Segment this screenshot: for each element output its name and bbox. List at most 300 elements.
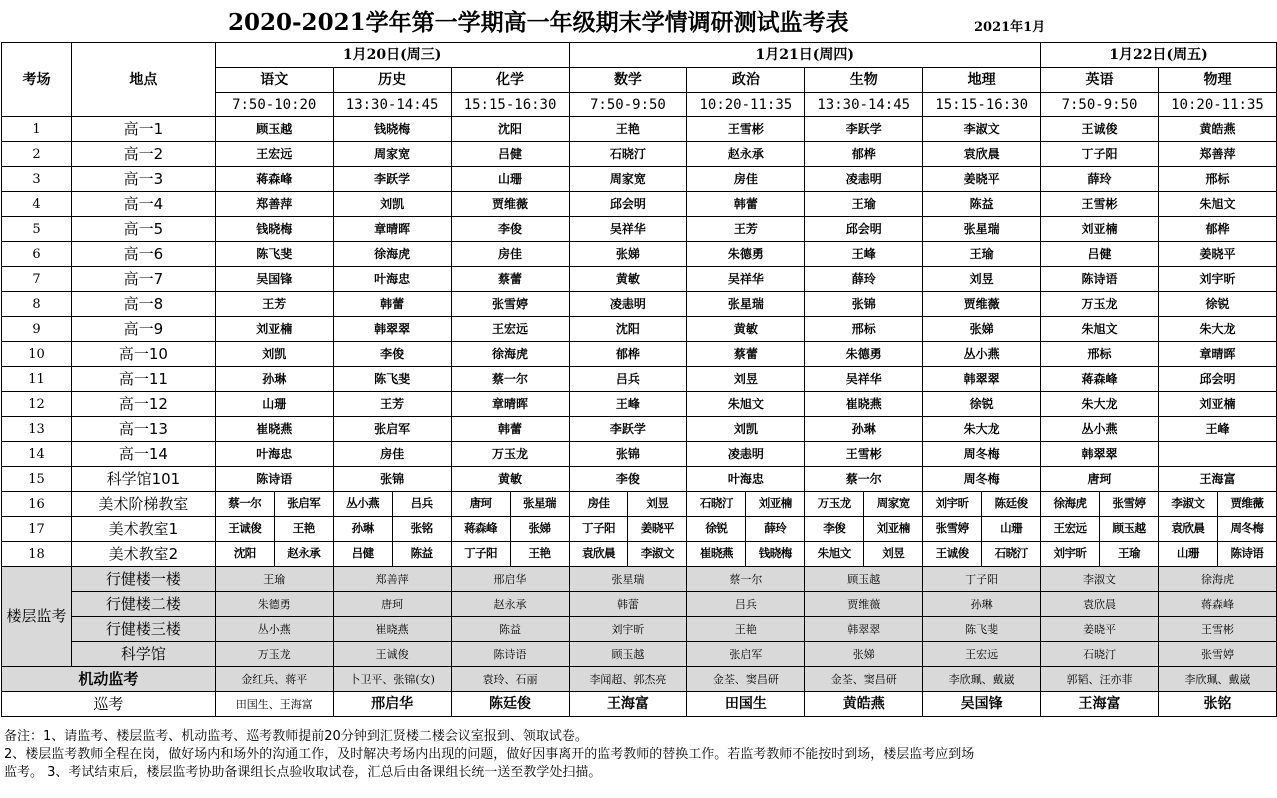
invigilator-cell: 邱会明 bbox=[569, 192, 687, 217]
invigilator-cell: 黄敏 bbox=[451, 467, 569, 492]
room-number: 2 bbox=[2, 142, 72, 167]
invigilator-cell: 山珊 bbox=[451, 167, 569, 192]
table-row bbox=[2, 192, 1277, 217]
invigilator-cell: 刘凯 bbox=[215, 342, 333, 367]
invigilator-cell: 张雪婷 bbox=[1100, 492, 1159, 517]
invigilator-cell: 吕兵 bbox=[569, 367, 687, 392]
floor-supervisor-cell: 陈益 bbox=[451, 617, 569, 642]
invigilator-cell: 陈廷俊 bbox=[982, 492, 1041, 517]
subject-header: 历史 bbox=[333, 68, 451, 93]
room-location: 高一14 bbox=[71, 442, 215, 467]
invigilator-cell: 刘凯 bbox=[333, 192, 451, 217]
floor-supervisor-cell: 贾维薇 bbox=[805, 592, 923, 617]
table-row bbox=[2, 492, 1277, 517]
patrol-cell: 张铭 bbox=[1158, 692, 1276, 717]
invigilator-cell: 王诚俊 bbox=[923, 542, 982, 567]
invigilator-cell: 朱德勇 bbox=[687, 242, 805, 267]
invigilator-cell: 刘亚楠 bbox=[1158, 392, 1276, 417]
invigilator-cell: 凌恚明 bbox=[569, 292, 687, 317]
invigilator-cell: 李跃学 bbox=[805, 117, 923, 142]
floor-supervisor-cell: 张娣 bbox=[805, 642, 923, 667]
mobile-supervisor-cell: 金荃、窦昌研 bbox=[687, 667, 805, 692]
invigilator-cell: 张娣 bbox=[569, 242, 687, 267]
subject-header: 政治 bbox=[687, 68, 805, 93]
note-line: 监考。 3、考试结束后，楼层监考协助备课组长点验收取试卷，汇总后由备课组长统一送至教学处扫描。 bbox=[4, 765, 602, 780]
patrol-cell: 王海富 bbox=[1041, 692, 1159, 717]
room-location: 高一9 bbox=[71, 317, 215, 342]
day-header: 1月22日(周五) bbox=[1041, 43, 1277, 68]
invigilator-cell: 吴祥华 bbox=[569, 217, 687, 242]
time-header: 7:50-9:50 bbox=[569, 93, 687, 117]
table-row bbox=[2, 267, 1277, 292]
floor-supervisor-cell: 吕兵 bbox=[687, 592, 805, 617]
invigilator-cell: 徐锐 bbox=[687, 517, 746, 542]
invigilator-cell: 吕健 bbox=[333, 542, 392, 567]
room-location: 高一10 bbox=[71, 342, 215, 367]
invigilator-cell: 李淑文 bbox=[1158, 492, 1217, 517]
floor-supervisor-cell: 崔晓燕 bbox=[333, 617, 451, 642]
invigilator-cell: 王瑜 bbox=[1100, 542, 1159, 567]
header-location: 地点 bbox=[71, 43, 215, 117]
subject-header: 语文 bbox=[215, 68, 333, 93]
time-header: 15:15-16:30 bbox=[923, 93, 1041, 117]
mobile-supervisor-cell: 李欣珮、戴崴 bbox=[923, 667, 1041, 692]
invigilator-cell: 李俊 bbox=[805, 517, 864, 542]
mobile-supervisor-cell: 金红兵、蒋平 bbox=[215, 667, 333, 692]
time-header: 15:15-16:30 bbox=[451, 93, 569, 117]
note-line: 备注：1、请监考、楼层监考、机动监考、巡考教师提前20分钟到汇贤楼二楼会议室报到、领取试卷。 bbox=[4, 729, 588, 744]
invigilator-cell: 郑善萍 bbox=[1158, 142, 1276, 167]
invigilator-cell: 钱晓梅 bbox=[215, 217, 333, 242]
mobile-supervisor-cell: 李闻超、郭杰亮 bbox=[569, 667, 687, 692]
invigilator-cell: 郑善萍 bbox=[215, 192, 333, 217]
invigilator-cell: 钱晓梅 bbox=[333, 117, 451, 142]
invigilator-cell: 陈诗语 bbox=[1041, 267, 1159, 292]
table-row bbox=[2, 392, 1277, 417]
invigilator-cell: 王雪彬 bbox=[1041, 192, 1159, 217]
time-header: 7:50-9:50 bbox=[1041, 93, 1159, 117]
time-header: 7:50-10:20 bbox=[215, 93, 333, 117]
invigilator-cell: 钱晓梅 bbox=[746, 542, 805, 567]
floor-supervisor-cell: 石晓汀 bbox=[1041, 642, 1159, 667]
invigilator-cell: 顾玉越 bbox=[215, 117, 333, 142]
subject-header: 数学 bbox=[569, 68, 687, 93]
room-number: 13 bbox=[2, 417, 72, 442]
invigilator-cell: 张启军 bbox=[274, 492, 333, 517]
room-number: 6 bbox=[2, 242, 72, 267]
floor-supervisor-cell: 徐海虎 bbox=[1158, 567, 1276, 592]
invigilator-cell: 顾玉越 bbox=[1100, 517, 1159, 542]
room-location: 高一1 bbox=[71, 117, 215, 142]
invigilator-cell: 赵永承 bbox=[687, 142, 805, 167]
invigilator-cell: 凌恚明 bbox=[687, 442, 805, 467]
table-row bbox=[2, 167, 1277, 192]
invigilator-cell: 吴国锋 bbox=[215, 267, 333, 292]
invigilator-cell: 吕健 bbox=[1041, 242, 1159, 267]
room-number: 9 bbox=[2, 317, 72, 342]
invigilator-cell: 张星瑞 bbox=[687, 292, 805, 317]
invigilator-cell: 周冬梅 bbox=[923, 467, 1041, 492]
invigilator-cell: 张铭 bbox=[392, 517, 451, 542]
invigilator-cell: 章晴晖 bbox=[451, 392, 569, 417]
invigilator-cell: 章晴晖 bbox=[333, 217, 451, 242]
room-number: 8 bbox=[2, 292, 72, 317]
title-date: 2021年1月 bbox=[974, 20, 1046, 35]
room-number: 17 bbox=[2, 517, 72, 542]
floor-supervisor-cell: 张雪婷 bbox=[1158, 642, 1276, 667]
invigilator-cell: 韩翠翠 bbox=[923, 367, 1041, 392]
patrol-cell: 田国生 bbox=[687, 692, 805, 717]
invigilator-cell: 朱旭文 bbox=[1158, 192, 1276, 217]
invigilator-cell: 袁欣晨 bbox=[569, 542, 628, 567]
table-row bbox=[2, 667, 1277, 692]
table-row bbox=[2, 142, 1277, 167]
notes bbox=[4, 728, 1274, 782]
invigilator-cell: 唐珂 bbox=[1041, 467, 1159, 492]
invigilator-cell: 唐珂 bbox=[451, 492, 510, 517]
invigilator-cell: 王宏远 bbox=[215, 142, 333, 167]
invigilator-cell: 周家宽 bbox=[333, 142, 451, 167]
mobile-supervision-label: 机动监考 bbox=[2, 667, 216, 692]
title-row bbox=[0, 0, 1277, 42]
invigilator-cell: 刘凯 bbox=[687, 417, 805, 442]
invigilator-cell: 朱大龙 bbox=[923, 417, 1041, 442]
note-line: 2、楼层监考教师全程在岗，做好场内和场外的沟通工作，及时解决考场内出现的问题，做好因事离开的监考教师的替换工作。若监考教师不能按时到场，楼层监考应到场 bbox=[4, 747, 975, 762]
floor-supervisor-cell: 陈诗语 bbox=[451, 642, 569, 667]
invigilator-cell: 刘宇昕 bbox=[1041, 542, 1100, 567]
room-number: 3 bbox=[2, 167, 72, 192]
mobile-supervisor-cell: 卜卫平、张锦(女) bbox=[333, 667, 451, 692]
invigilator-cell: 蔡蕾 bbox=[451, 267, 569, 292]
invigilator-cell: 邢标 bbox=[1158, 167, 1276, 192]
day-header: 1月21日(周四) bbox=[569, 43, 1041, 68]
header-room: 考场 bbox=[2, 43, 72, 117]
time-header: 10:20-11:35 bbox=[1158, 93, 1276, 117]
floor-location: 行健楼二楼 bbox=[71, 592, 215, 617]
invigilator-cell: 凌恚明 bbox=[805, 167, 923, 192]
room-number: 1 bbox=[2, 117, 72, 142]
room-number: 5 bbox=[2, 217, 72, 242]
time-header: 13:30-14:45 bbox=[805, 93, 923, 117]
invigilator-cell: 丛小燕 bbox=[333, 492, 392, 517]
invigilator-cell: 王芳 bbox=[687, 217, 805, 242]
invigilator-cell: 刘昱 bbox=[864, 542, 923, 567]
invigilator-cell: 黄敏 bbox=[687, 317, 805, 342]
subject-header: 地理 bbox=[923, 68, 1041, 93]
invigilator-cell: 刘亚楠 bbox=[746, 492, 805, 517]
table-row bbox=[2, 43, 1277, 68]
room-location: 高一12 bbox=[71, 392, 215, 417]
invigilator-cell: 吴祥华 bbox=[805, 367, 923, 392]
invigilator-cell: 李淑文 bbox=[628, 542, 687, 567]
invigilator-cell: 薛玲 bbox=[1041, 167, 1159, 192]
mobile-supervisor-cell: 李欣珮、戴崴 bbox=[1158, 667, 1276, 692]
patrol-cell: 王海富 bbox=[569, 692, 687, 717]
invigilator-cell: 朱大龙 bbox=[1158, 317, 1276, 342]
invigilator-cell: 万玉龙 bbox=[805, 492, 864, 517]
invigilator-cell: 王诚俊 bbox=[215, 517, 274, 542]
floor-supervisor-cell: 姜晓平 bbox=[1041, 617, 1159, 642]
invigilator-cell: 刘昱 bbox=[923, 267, 1041, 292]
invigilator-cell: 房佳 bbox=[687, 167, 805, 192]
invigilator-cell: 邢标 bbox=[805, 317, 923, 342]
invigilator-cell: 朱旭文 bbox=[805, 542, 864, 567]
invigilator-cell: 王芳 bbox=[215, 292, 333, 317]
invigilator-cell: 陈飞斐 bbox=[215, 242, 333, 267]
floor-supervisor-cell: 顾玉越 bbox=[569, 642, 687, 667]
invigilator-cell: 山珊 bbox=[982, 517, 1041, 542]
invigilator-cell: 房佳 bbox=[569, 492, 628, 517]
floor-supervisor-cell: 王瑜 bbox=[215, 567, 333, 592]
invigilator-cell: 张星瑞 bbox=[510, 492, 569, 517]
invigilator-cell: 陈诗语 bbox=[215, 467, 333, 492]
invigilator-cell: 山珊 bbox=[215, 392, 333, 417]
table-row bbox=[2, 692, 1277, 717]
invigilator-cell: 张锦 bbox=[333, 467, 451, 492]
table-row bbox=[2, 442, 1277, 467]
floor-supervisor-cell: 韩翠翠 bbox=[805, 617, 923, 642]
room-location: 高一2 bbox=[71, 142, 215, 167]
floor-supervisor-cell: 丁子阳 bbox=[923, 567, 1041, 592]
subject-header: 英语 bbox=[1041, 68, 1159, 93]
invigilator-cell: 徐锐 bbox=[923, 392, 1041, 417]
room-number: 11 bbox=[2, 367, 72, 392]
schedule-table bbox=[1, 42, 1277, 717]
invigilator-cell: 崔晓燕 bbox=[805, 392, 923, 417]
invigilator-cell: 王诚俊 bbox=[1041, 117, 1159, 142]
room-location: 高一6 bbox=[71, 242, 215, 267]
invigilator-cell: 丁子阳 bbox=[569, 517, 628, 542]
invigilator-cell: 刘亚楠 bbox=[864, 517, 923, 542]
room-location: 美术教室2 bbox=[71, 542, 215, 567]
floor-supervisor-cell: 张启军 bbox=[687, 642, 805, 667]
room-location: 美术教室1 bbox=[71, 517, 215, 542]
invigilator-cell: 徐海虎 bbox=[1041, 492, 1100, 517]
invigilator-cell: 徐海虎 bbox=[451, 342, 569, 367]
invigilator-cell: 蒋森峰 bbox=[215, 167, 333, 192]
invigilator-cell: 丁子阳 bbox=[451, 542, 510, 567]
invigilator-cell: 刘宇昕 bbox=[923, 492, 982, 517]
floor-location: 科学馆 bbox=[71, 642, 215, 667]
table-row bbox=[2, 117, 1277, 142]
floor-supervisor-cell: 郑善萍 bbox=[333, 567, 451, 592]
table-row bbox=[2, 217, 1277, 242]
invigilator-cell: 崔晓燕 bbox=[687, 542, 746, 567]
invigilator-cell: 王艳 bbox=[510, 542, 569, 567]
invigilator-cell: 王峰 bbox=[569, 392, 687, 417]
floor-supervisor-cell: 刘宇昕 bbox=[569, 617, 687, 642]
invigilator-cell: 朱大龙 bbox=[1041, 392, 1159, 417]
table-row bbox=[2, 467, 1277, 492]
room-number: 14 bbox=[2, 442, 72, 467]
invigilator-cell: 李淑文 bbox=[923, 117, 1041, 142]
invigilator-cell: 王芳 bbox=[333, 392, 451, 417]
mobile-supervisor-cell: 郭韬、汪亦菲 bbox=[1041, 667, 1159, 692]
invigilator-cell: 韩翠翠 bbox=[1041, 442, 1159, 467]
floor-location: 行健楼一楼 bbox=[71, 567, 215, 592]
invigilator-cell: 徐锐 bbox=[1158, 292, 1276, 317]
table-row bbox=[2, 517, 1277, 542]
invigilator-cell: 韩蕾 bbox=[687, 192, 805, 217]
invigilator-cell: 徐海虎 bbox=[333, 242, 451, 267]
invigilator-cell: 石晓汀 bbox=[569, 142, 687, 167]
patrol-cell: 陈廷俊 bbox=[451, 692, 569, 717]
time-header: 10:20-11:35 bbox=[687, 93, 805, 117]
invigilator-cell: 贾维薇 bbox=[451, 192, 569, 217]
invigilator-cell: 章晴晖 bbox=[1158, 342, 1276, 367]
invigilator-cell: 万玉龙 bbox=[1041, 292, 1159, 317]
invigilator-cell: 韩翠翠 bbox=[333, 317, 451, 342]
table-row bbox=[2, 542, 1277, 567]
invigilator-cell: 薛玲 bbox=[805, 267, 923, 292]
table-row bbox=[2, 242, 1277, 267]
floor-supervisor-cell: 顾玉越 bbox=[805, 567, 923, 592]
invigilator-cell: 万玉龙 bbox=[451, 442, 569, 467]
invigilator-cell: 邱会明 bbox=[1158, 367, 1276, 392]
room-location: 高一13 bbox=[71, 417, 215, 442]
invigilator-cell: 吕兵 bbox=[392, 492, 451, 517]
invigilator-cell: 贾维薇 bbox=[923, 292, 1041, 317]
invigilator-cell: 孙琳 bbox=[333, 517, 392, 542]
invigilator-cell: 姜晓平 bbox=[1158, 242, 1276, 267]
page-title: 2020-2021学年第一学期高一年级期末学情调研测试监考表 bbox=[228, 9, 849, 36]
invigilator-cell: 袁欣晨 bbox=[923, 142, 1041, 167]
invigilator-cell: 张启军 bbox=[333, 417, 451, 442]
invigilator-cell: 叶海忠 bbox=[687, 467, 805, 492]
table-row bbox=[2, 342, 1277, 367]
table-row bbox=[2, 417, 1277, 442]
invigilator-cell: 沈阳 bbox=[451, 117, 569, 142]
invigilator-cell: 韩蕾 bbox=[451, 417, 569, 442]
invigilator-cell: 张锦 bbox=[569, 442, 687, 467]
invigilator-cell: 王瑜 bbox=[923, 242, 1041, 267]
invigilator-cell: 孙琳 bbox=[215, 367, 333, 392]
invigilator-cell: 周家宽 bbox=[864, 492, 923, 517]
invigilator-cell: 陈益 bbox=[392, 542, 451, 567]
table-row bbox=[2, 567, 1277, 592]
floor-supervisor-cell: 李淑文 bbox=[1041, 567, 1159, 592]
floor-supervisor-cell: 陈飞斐 bbox=[923, 617, 1041, 642]
floor-supervisor-cell: 蒋森峰 bbox=[1158, 592, 1276, 617]
invigilator-cell: 李跃学 bbox=[569, 417, 687, 442]
invigilator-cell: 山珊 bbox=[1158, 542, 1217, 567]
mobile-supervisor-cell: 金荃、窦昌研 bbox=[805, 667, 923, 692]
invigilator-cell: 郁桦 bbox=[805, 142, 923, 167]
invigilator-cell: 石晓汀 bbox=[687, 492, 746, 517]
room-location: 高一3 bbox=[71, 167, 215, 192]
table-row bbox=[2, 592, 1277, 617]
invigilator-cell: 沈阳 bbox=[215, 542, 274, 567]
floor-supervisor-cell: 袁欣晨 bbox=[1041, 592, 1159, 617]
invigilator-cell: 李俊 bbox=[333, 342, 451, 367]
invigilator-cell: 王艳 bbox=[274, 517, 333, 542]
invigilator-cell: 姜晓平 bbox=[628, 517, 687, 542]
invigilator-cell: 丁子阳 bbox=[1041, 142, 1159, 167]
floor-supervisor-cell: 王艳 bbox=[687, 617, 805, 642]
subject-header: 物理 bbox=[1158, 68, 1276, 93]
floor-supervision-label: 楼层监考 bbox=[2, 567, 72, 667]
room-number: 4 bbox=[2, 192, 72, 217]
invigilator-cell: 王艳 bbox=[569, 117, 687, 142]
invigilator-cell: 刘昱 bbox=[687, 367, 805, 392]
invigilator-cell: 张锦 bbox=[805, 292, 923, 317]
subject-header: 生物 bbox=[805, 68, 923, 93]
table-row bbox=[2, 292, 1277, 317]
invigilator-cell: 刘昱 bbox=[628, 492, 687, 517]
patrol-cell: 邢启华 bbox=[333, 692, 451, 717]
invigilator-cell: 陈诗语 bbox=[1217, 542, 1276, 567]
invigilator-cell: 袁欣晨 bbox=[1158, 517, 1217, 542]
invigilator-cell: 周冬梅 bbox=[1217, 517, 1276, 542]
invigilator-cell: 吴祥华 bbox=[687, 267, 805, 292]
invigilator-cell: 邱会明 bbox=[805, 217, 923, 242]
invigilator-cell: 孙琳 bbox=[805, 417, 923, 442]
floor-supervisor-cell: 王诚俊 bbox=[333, 642, 451, 667]
invigilator-cell: 郁桦 bbox=[569, 342, 687, 367]
invigilator-cell: 房佳 bbox=[451, 242, 569, 267]
invigilator-cell: 刘亚楠 bbox=[215, 317, 333, 342]
invigilator-cell: 蒋森峰 bbox=[451, 517, 510, 542]
patrol-cell: 吴国锋 bbox=[923, 692, 1041, 717]
invigilator-cell: 刘宇昕 bbox=[1158, 267, 1276, 292]
invigilator-cell: 陈飞斐 bbox=[333, 367, 451, 392]
invigilator-cell: 蒋森峰 bbox=[1041, 367, 1159, 392]
invigilator-cell: 薛玲 bbox=[746, 517, 805, 542]
invigilator-cell: 张星瑞 bbox=[923, 217, 1041, 242]
subject-header: 化学 bbox=[451, 68, 569, 93]
floor-supervisor-cell: 邢启华 bbox=[451, 567, 569, 592]
invigilator-cell: 周冬梅 bbox=[923, 442, 1041, 467]
floor-supervisor-cell: 丛小燕 bbox=[215, 617, 333, 642]
table-row bbox=[2, 617, 1277, 642]
invigilator-cell: 朱德勇 bbox=[805, 342, 923, 367]
table-row bbox=[2, 642, 1277, 667]
invigilator-cell: 蔡一尔 bbox=[451, 367, 569, 392]
invigilator-cell: 黄敏 bbox=[569, 267, 687, 292]
floor-supervisor-cell: 张星瑞 bbox=[569, 567, 687, 592]
floor-supervisor-cell: 韩蕾 bbox=[569, 592, 687, 617]
invigilator-cell: 王瑜 bbox=[805, 192, 923, 217]
floor-supervisor-cell: 孙琳 bbox=[923, 592, 1041, 617]
invigilator-cell: 王海富 bbox=[1158, 467, 1276, 492]
invigilator-cell: 王峰 bbox=[805, 242, 923, 267]
day-header: 1月20日(周三) bbox=[215, 43, 569, 68]
invigilator-cell: 李俊 bbox=[569, 467, 687, 492]
mobile-supervisor-cell: 袁玲、石丽 bbox=[451, 667, 569, 692]
invigilator-cell: 石晓汀 bbox=[982, 542, 1041, 567]
invigilator-cell: 沈阳 bbox=[569, 317, 687, 342]
invigilator-cell: 张娣 bbox=[923, 317, 1041, 342]
patrol-label: 巡考 bbox=[2, 692, 216, 717]
invigilator-cell: 赵永承 bbox=[274, 542, 333, 567]
invigilator-cell: 王雪彬 bbox=[687, 117, 805, 142]
room-location: 高一5 bbox=[71, 217, 215, 242]
invigilator-cell: 蔡一尔 bbox=[215, 492, 274, 517]
floor-supervisor-cell: 赵永承 bbox=[451, 592, 569, 617]
invigilator-cell: 蔡一尔 bbox=[805, 467, 923, 492]
invigilator-cell: 叶海忠 bbox=[333, 267, 451, 292]
room-number: 12 bbox=[2, 392, 72, 417]
invigilator-cell: 张雪婷 bbox=[923, 517, 982, 542]
room-location: 高一4 bbox=[71, 192, 215, 217]
invigilator-cell: 崔晓燕 bbox=[215, 417, 333, 442]
room-number: 7 bbox=[2, 267, 72, 292]
time-header: 13:30-14:45 bbox=[333, 93, 451, 117]
invigilator-cell: 刘亚楠 bbox=[1041, 217, 1159, 242]
invigilator-cell: 陈益 bbox=[923, 192, 1041, 217]
floor-supervisor-cell: 唐珂 bbox=[333, 592, 451, 617]
invigilator-cell: 郁桦 bbox=[1158, 217, 1276, 242]
